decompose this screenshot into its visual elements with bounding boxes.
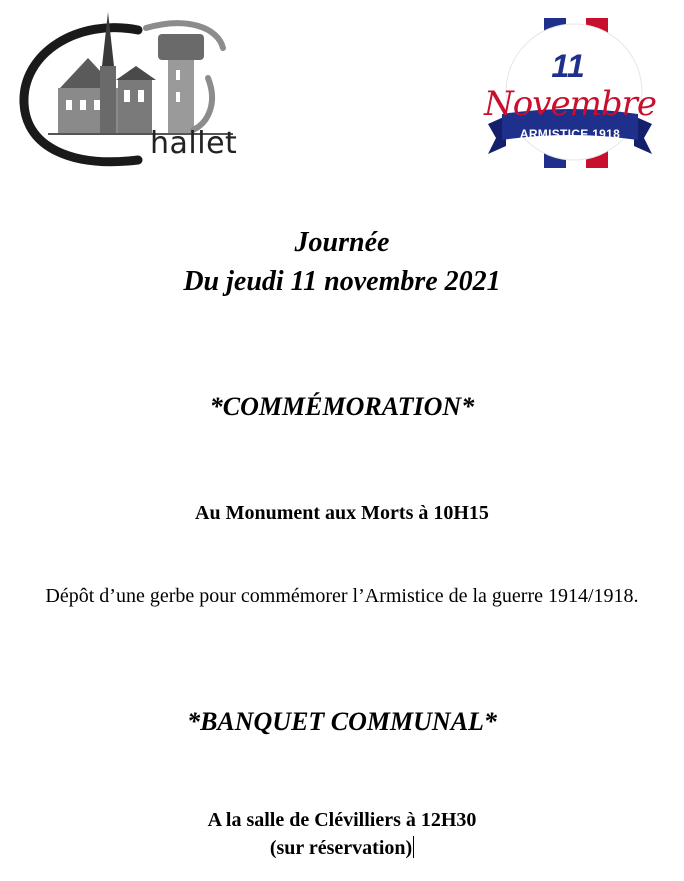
section-heading-commemoration: *COMMÉMORATION* (209, 392, 475, 421)
banquet-location: A la salle de Clévilliers à 12H30 (207, 809, 477, 831)
badge-ribbon-text: ARMISTICE 1918 (519, 127, 621, 141)
text-cursor (413, 836, 414, 858)
commemoration-location: Au Monument aux Morts à 10H15 (195, 502, 489, 524)
badge-day: 11 (551, 48, 585, 84)
title-line-1: Journée (294, 227, 390, 258)
badge-month: Novembre (484, 84, 656, 124)
reservation-text: (sur réservation) (269, 837, 413, 859)
commemoration-description: Dépôt d’une gerbe pour commémorer l’Armistice de la guerre 1914/1918. (45, 585, 639, 607)
banquet-reservation-note[interactable] (0, 836, 684, 860)
section-heading-banquet: *BANQUET COMMUNAL* (187, 707, 497, 736)
town-name: hallet (150, 126, 238, 161)
event-badge (466, 14, 674, 176)
town-logo (18, 8, 243, 168)
title-line-2: Du jeudi 11 novembre 2021 (183, 266, 501, 297)
